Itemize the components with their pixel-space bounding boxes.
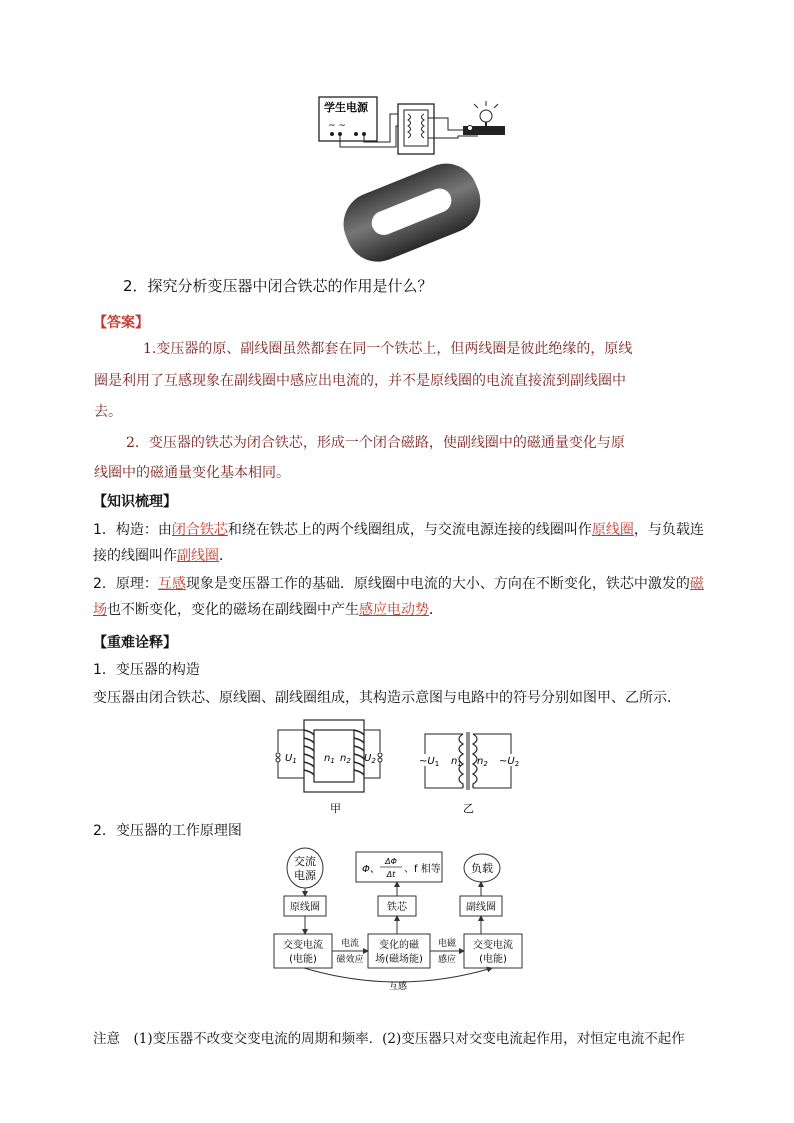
n1-label: n (324, 753, 331, 764)
svg-text:n2: $n_2$ (340, 753, 351, 765)
term-secondary-coil: 副线圈 (177, 548, 219, 564)
n2-label: n (340, 753, 347, 764)
knowledge-line-1: 1．构造：由闭合铁芯和绕在铁芯上的两个线圈组成，与交流电源连接的线圈叫作原线圈，与负载连 (93, 522, 704, 538)
ac-current-2: 交变电流 (473, 940, 513, 951)
term-induced-emf: 感应电动势 (359, 602, 429, 618)
secondary-coil-box: 副线圈 (466, 902, 496, 913)
transformer-symbol-diagram (415, 726, 535, 816)
changing-field: 变化的磁 (379, 940, 419, 951)
svg-text:~U2: $\sim U_2$ (499, 756, 520, 768)
core-box: 铁芯 (387, 902, 407, 913)
svg-text:U2: $U_2$ (364, 753, 376, 765)
phi-text: Φ、 (362, 864, 380, 875)
key-s1-text: 变压器由闭合铁芯、原线圈、副线圈组成，其构造示意图与电路中的符号分别如图甲、乙所示． (93, 690, 681, 706)
mutual-induction-label: 互感 (388, 982, 408, 992)
arrow-magnetic-effect: 磁效应 (336, 955, 364, 965)
frac-num: ΔΦ (385, 857, 397, 866)
svg-text:~U1: $\sim U_1$ (419, 756, 440, 768)
power-supply-label: 学生电源 (324, 101, 368, 114)
key-heading: 【重难诠释】 (93, 635, 177, 651)
answer-p1-line2: 圈是利用了互感现象在副线圈中感应出电流的，并不是原线圈的电流直接流到副线圈中 (94, 373, 626, 389)
knowledge-line-2: 接的线圈叫作副线圈． (93, 548, 233, 564)
svg-text:场(磁场能): 场(磁场能) (375, 954, 423, 965)
working-principle-diagram (270, 846, 530, 992)
answer-p1-line3: 去。 (94, 404, 122, 420)
arrow-induction: 感应 (437, 955, 457, 965)
answer-p2-line2: 线圈中的磁通量变化基本相同。 (94, 465, 290, 481)
knowledge-line-3: 2．原理：互感现象是变压器工作的基础．原线圈中电流的大小、方向在不断变化，铁芯中激发的磁 (93, 576, 704, 592)
arrow-current-label: 电流 (340, 939, 360, 949)
primary-coil-box: 原线圈 (290, 902, 320, 913)
knowledge-heading: 【知识梳理】 (93, 494, 177, 510)
fig-jia-label: 甲 (330, 802, 341, 815)
answer-p1-line1: 1.变压器的原、副线圈虽然都套在同一个铁芯上，但两线圈是彼此绝缘的，原线 (143, 341, 633, 357)
transformer-structure-diagram (270, 716, 390, 816)
frac-den: Δt (386, 870, 396, 879)
ac-source-label-1: 交流 (294, 855, 316, 868)
power-terminals: ~ ~ (328, 121, 346, 131)
arrow-em-label: 电磁 (437, 939, 457, 949)
term-primary-coil: 原线圈 (591, 522, 634, 538)
note-line: 注意 (1)变压器不改变交变电流的周期和频率．(2)变压器只对交变电流起作用，对恒定电流不起作 (93, 1031, 685, 1047)
term-closed-core: 闭合铁芯 (171, 522, 228, 538)
question-2: 2．探究分析变压器中闭合铁芯的作用是什么？ (123, 277, 433, 295)
key-s1: 1．变压器的构造 (93, 662, 200, 678)
answer-p2-line1: 2．变压器的铁芯为闭合铁芯，形成一个闭合磁路，使副线圈中的磁通量变化与原 (126, 435, 625, 451)
experiment-setup-figure (318, 92, 508, 157)
svg-text:n1: $n_1$ (324, 753, 335, 765)
u1-label: U (285, 753, 293, 764)
svg-text:电源: 电源 (294, 869, 316, 882)
svg-text:n1: $n_1$ (451, 756, 462, 768)
svg-text:U1: $U_1$ (285, 753, 297, 765)
fig-yi-label: 乙 (463, 802, 474, 815)
svg-text:(电能): (电能) (289, 954, 317, 965)
u2-label: U (364, 753, 372, 764)
knowledge-line-4: 场也不断变化，变化的磁场在副线圈中产生感应电动势． (93, 602, 443, 618)
phi-tail: 、f 相等 (404, 864, 441, 875)
key-s2: 2．变压器的工作原理图 (93, 823, 242, 839)
svg-text:(电能): (电能) (479, 954, 507, 965)
iron-core-image (336, 158, 486, 268)
ac-current-1: 交变电流 (283, 940, 323, 951)
load-label: 负载 (471, 862, 493, 875)
answer-heading: 【答案】 (93, 315, 149, 331)
term-mutual-induction: 互感 (157, 576, 186, 592)
svg-text:n2: $n_2$ (477, 756, 488, 768)
